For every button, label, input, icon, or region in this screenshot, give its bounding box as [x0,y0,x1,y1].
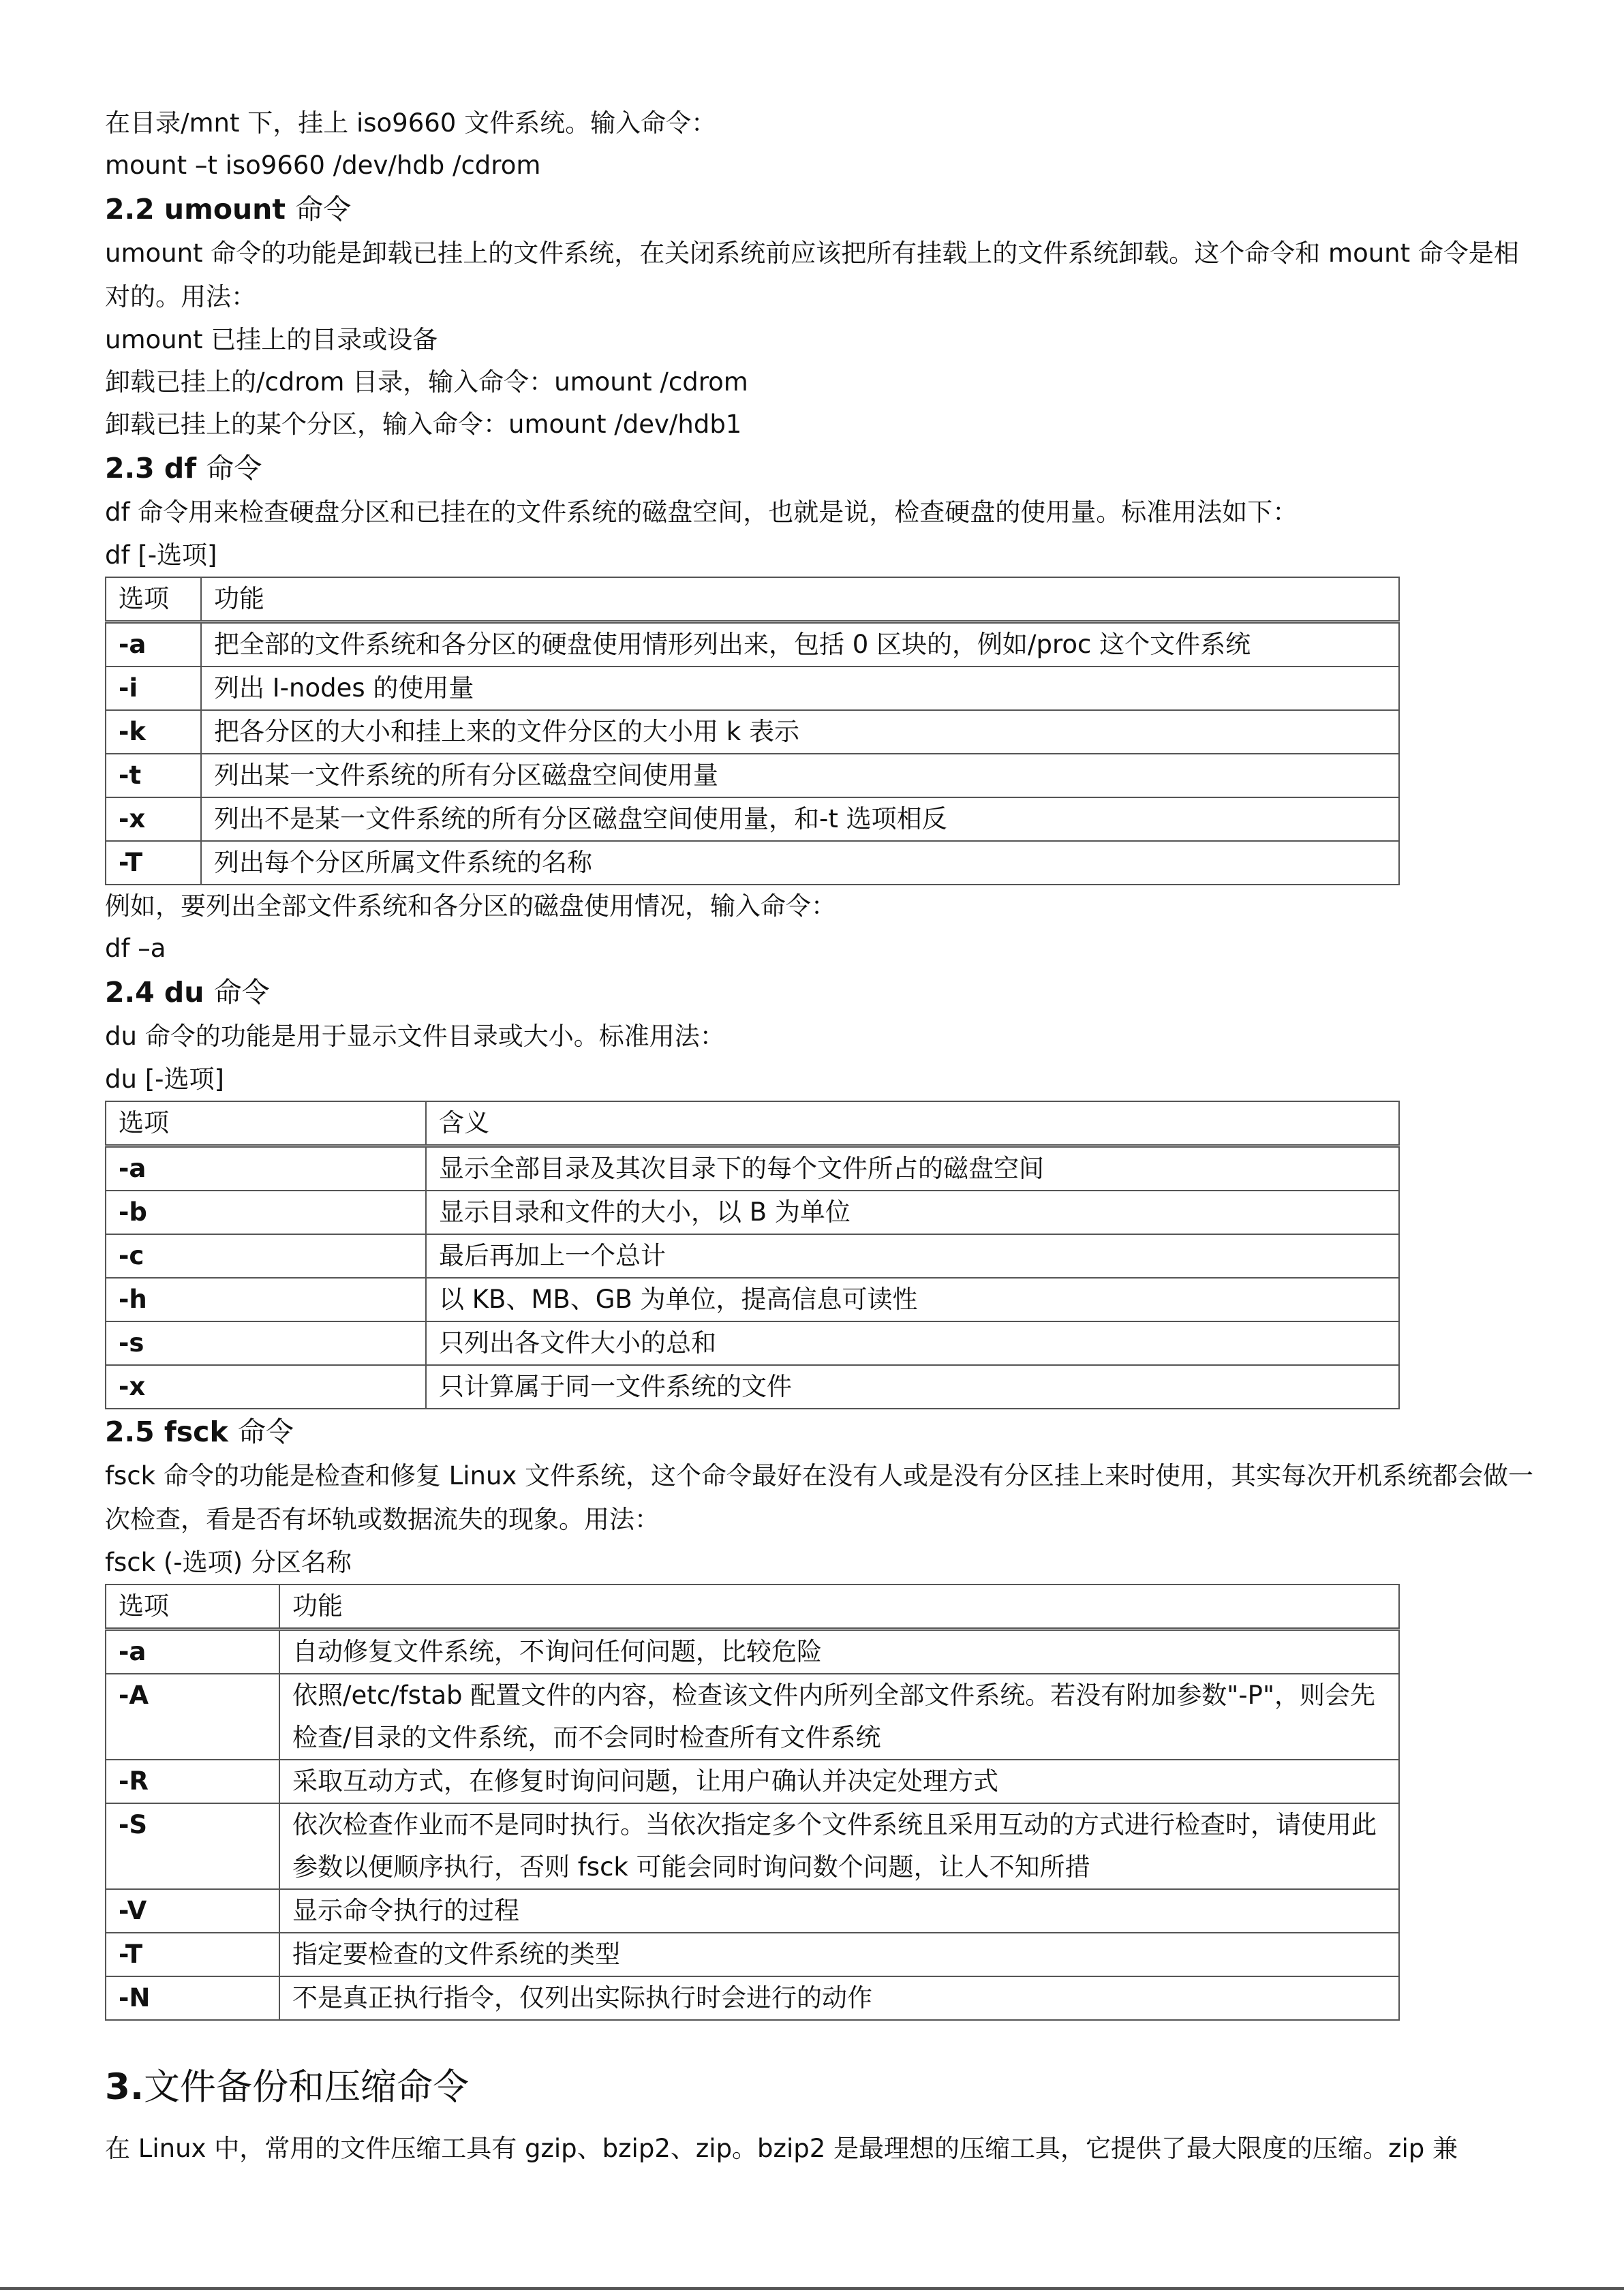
du-usage: du [-选项] [105,1065,224,1094]
fsck-description: fsck 命令的功能是检查和修复 Linux 文件系统，这个命令最好在没有人或是没有分区挂上来时使用，其实每次开机系统都会做一次检查，看是否有坏轨或数据流失的现象。用法： [105,1461,1534,1534]
table-row [106,1976,1399,2020]
option-cell: -b [106,1191,426,1234]
description-cell: 列出不是某一文件系统的所有分区磁盘空间使用量，和-t 选项相反 [201,797,1399,841]
section-3-heading-text: 文件备份和压缩命令 [144,2066,470,2108]
option-cell: -N [106,1976,279,2020]
header-cell-function: 功能 [201,577,1399,622]
option-cell: -V [106,1889,279,1933]
header-cell-option: 选项 [106,1101,426,1146]
option-cell: -x [106,1365,426,1409]
option-cell: -t [106,754,201,797]
option-cell: -x [106,797,201,841]
du-heading-text: 命令 [213,976,270,1009]
option-cell: -s [106,1321,426,1365]
option-cell: -k [106,710,201,754]
df-example-command: df –a [105,934,166,963]
umount-example-1: 卸载已挂上的/cdrom 目录，输入命令：umount /cdrom [105,367,748,397]
df-heading [105,446,1536,491]
umount-heading-text: 命令 [295,193,352,226]
fsck-usage: fsck (-选项) 分区名称 [105,1548,352,1577]
section-3-paragraph: 在 Linux 中，常用的文件压缩工具有 gzip、bzip2、zip。bzip2 是最理想的压缩工具，它提供了最大限度的压缩。zip 兼 [105,2134,1458,2163]
df-heading-text: 命令 [206,452,262,485]
section-3-heading [105,2053,1536,2122]
intro-command: mount –t iso9660 /dev/hdb /cdrom [105,151,541,180]
description-cell: 采取互动方式，在修复时询问问题，让用户确认并决定处理方式 [279,1760,1399,1803]
header-cell-meaning: 含义 [426,1101,1399,1146]
option-cell: -T [106,1933,279,1976]
df-example: 例如，要列出全部文件系统和各分区的磁盘使用情况，输入命令： [105,891,836,921]
description-cell: 显示目录和文件的大小，以 B 为单位 [426,1191,1399,1234]
df-heading-number: 2.3 df [105,452,197,485]
table-row [106,710,1399,754]
table-header-row [106,1585,1399,1629]
du-heading [105,970,1536,1015]
description-cell: 指定要检查的文件系统的类型 [279,1933,1399,1976]
fsck-heading [105,1409,1536,1454]
table-row [106,622,1399,667]
umount-heading [105,187,1536,232]
description-cell: 把全部的文件系统和各分区的硬盘使用情形列出来，包括 0 区块的，例如/proc 这个文件系统 [201,622,1399,667]
header-cell-option: 选项 [106,577,201,622]
table-row [106,797,1399,841]
option-cell: -i [106,667,201,710]
header-cell-option: 选项 [106,1585,279,1629]
df-usage: df [-选项] [105,540,217,570]
fsck-heading-text: 命令 [238,1415,294,1448]
description-cell: 依照/etc/fstab 配置文件的内容，检查该文件内所列全部文件系统。若没有附加参数"-P"，则会先检查/目录的文件系统，而不会同时检查所有文件系统 [279,1674,1399,1760]
df-options-table [105,577,1400,885]
header-cell-function: 功能 [279,1585,1399,1629]
option-cell: -S [106,1803,279,1889]
umount-description: umount 命令的功能是卸载已挂上的文件系统，在关闭系统前应该把所有挂载上的文件系统卸载。这个命令和 mount 命令是相对的。用法： [105,239,1519,311]
option-cell: -c [106,1234,426,1278]
description-cell: 以 KB、MB、GB 为单位，提高信息可读性 [426,1278,1399,1321]
table-row [106,841,1399,885]
umount-heading-number: 2.2 umount [105,193,286,226]
description-cell: 显示命令执行的过程 [279,1889,1399,1933]
intro-line-1: 在目录/mnt 下，挂上 iso9660 文件系统。输入命令： [105,108,717,138]
table-row [106,1365,1399,1409]
du-heading-number: 2.4 du [105,976,204,1009]
du-description: du 命令的功能是用于显示文件目录或大小。标准用法： [105,1022,725,1051]
option-cell: -h [106,1278,426,1321]
table-row [106,754,1399,797]
option-cell: -R [106,1760,279,1803]
description-cell: 列出每个分区所属文件系统的名称 [201,841,1399,885]
table-row [106,1803,1399,1889]
description-cell: 列出 I-nodes 的使用量 [201,667,1399,710]
table-row [106,1234,1399,1278]
table-header-row [106,577,1399,622]
description-cell: 自动修复文件系统，不询问任何问题，比较危险 [279,1629,1399,1674]
description-cell: 显示全部目录及其次目录下的每个文件所占的磁盘空间 [426,1146,1399,1191]
description-cell: 列出某一文件系统的所有分区磁盘空间使用量 [201,754,1399,797]
description-cell: 只列出各文件大小的总和 [426,1321,1399,1365]
table-row [106,1191,1399,1234]
section-3-heading-number: 3. [105,2066,144,2108]
umount-usage: umount 已挂上的目录或设备 [105,325,438,354]
option-cell: -T [106,841,201,885]
umount-example-2: 卸载已挂上的某个分区，输入命令：umount /dev/hdb1 [105,410,742,439]
description-cell: 最后再加上一个总计 [426,1234,1399,1278]
option-cell: -a [106,1629,279,1674]
du-options-table [105,1101,1400,1409]
option-cell: -A [106,1674,279,1760]
table-row [106,667,1399,710]
table-row [106,1629,1399,1674]
table-row [106,1674,1399,1760]
option-cell: -a [106,622,201,667]
table-row [106,1933,1399,1976]
option-cell: -a [106,1146,426,1191]
df-description: df 命令用来检查硬盘分区和已挂在的文件系统的磁盘空间，也就是说，检查硬盘的使用量。标准用法如下： [105,498,1298,527]
fsck-options-table [105,1584,1400,2021]
table-row [106,1146,1399,1191]
fsck-heading-number: 2.5 fsck [105,1415,228,1448]
description-cell: 只计算属于同一文件系统的文件 [426,1365,1399,1409]
description-cell: 不是真正执行指令，仅列出实际执行时会进行的动作 [279,1976,1399,2020]
table-row [106,1889,1399,1933]
table-header-row [106,1101,1399,1146]
table-row [106,1278,1399,1321]
table-row [106,1321,1399,1365]
description-cell: 依次检查作业而不是同时执行。当依次指定多个文件系统且采用互动的方式进行检查时，请使用此参数以便顺序执行，否则 fsck 可能会同时询问数个问题，让人不知所措 [279,1803,1399,1889]
page-bottom-rule [0,2287,1624,2290]
description-cell: 把各分区的大小和挂上来的文件分区的大小用 k 表示 [201,710,1399,754]
table-row [106,1760,1399,1803]
document-page [105,102,1536,2171]
